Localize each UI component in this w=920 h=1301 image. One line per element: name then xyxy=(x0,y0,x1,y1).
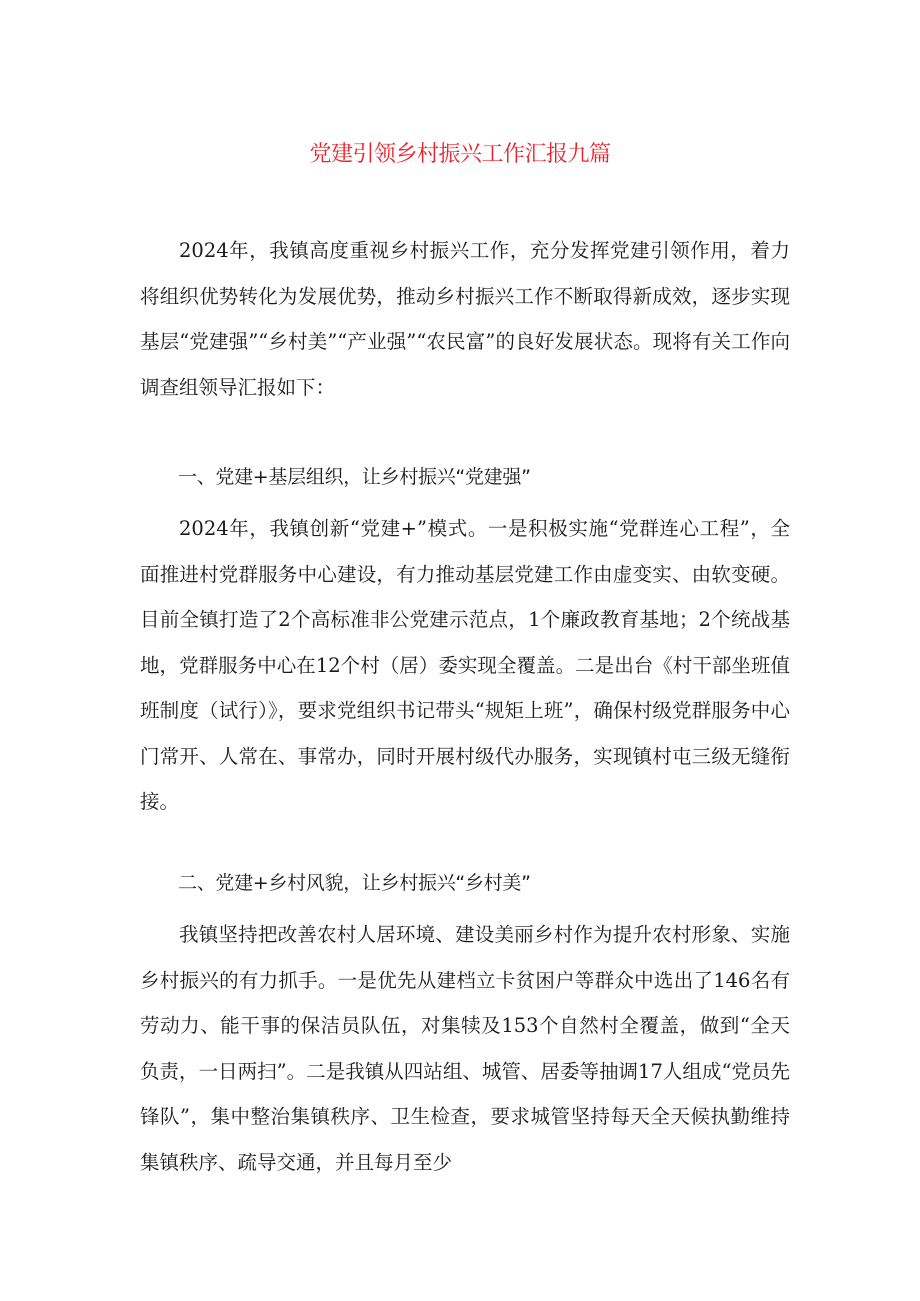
section-body-2: 我镇坚持把改善农村人居环境、建设美丽乡村作为提升农村形象、实施乡村振兴的有力抓手。一是优先从建档立卡贫困户等群众中选出了146名有劳动力、能干事的保洁员队伍，对集犊及153个自然村全覆盖，做到“全天负责，一日两扫”。二是我镇从四站组、城管、居委等抽调17人组成“党员先锋队”，集中整治集镇秩序、卫生检查，要求城管坚持每天全天候执勤维持集镇秩序、疏导交通，并且每月至少 xyxy=(140,923,790,1174)
document-title: 党建引领乡村振兴工作汇报九篇 xyxy=(309,142,611,167)
section-body-1: 2024年，我镇创新“党建+”模式。一是积极实施“党群连心工程”，全面推进村党群服务中心建设，有力推动基层党建工作由虚变实、由软变硬。目前全镇打造了2个高标准非公党建示范点，1个廉政教育基地；2个统战基地，党群服务中心在12个村（居）委实现全覆盖。二是出台《村干部坐班值班制度（试行）》，要求党组织书记带头“规矩上班”，确保村级党群服务中心门常开、人常在、事常办，同时开展村级代办服务，实现镇村屯三级无缝衔接。 xyxy=(140,517,790,813)
intro-paragraph: 2024年，我镇高度重视乡村振兴工作，充分发挥党建引领作用，着力将组织优势转化为发展优势，推动乡村振兴工作不断取得新成效，逐步实现基层“党建强”“乡村美”“产业强”“农民富”的良好发展状态。现将有关工作向调查组领导汇报如下： xyxy=(140,239,790,399)
section-heading-1: 一、党建+基层组织，让乡村振兴“党建强” xyxy=(178,466,531,488)
section-heading-2: 二、党建+乡村风貌，让乡村振兴“乡村美” xyxy=(178,872,531,894)
